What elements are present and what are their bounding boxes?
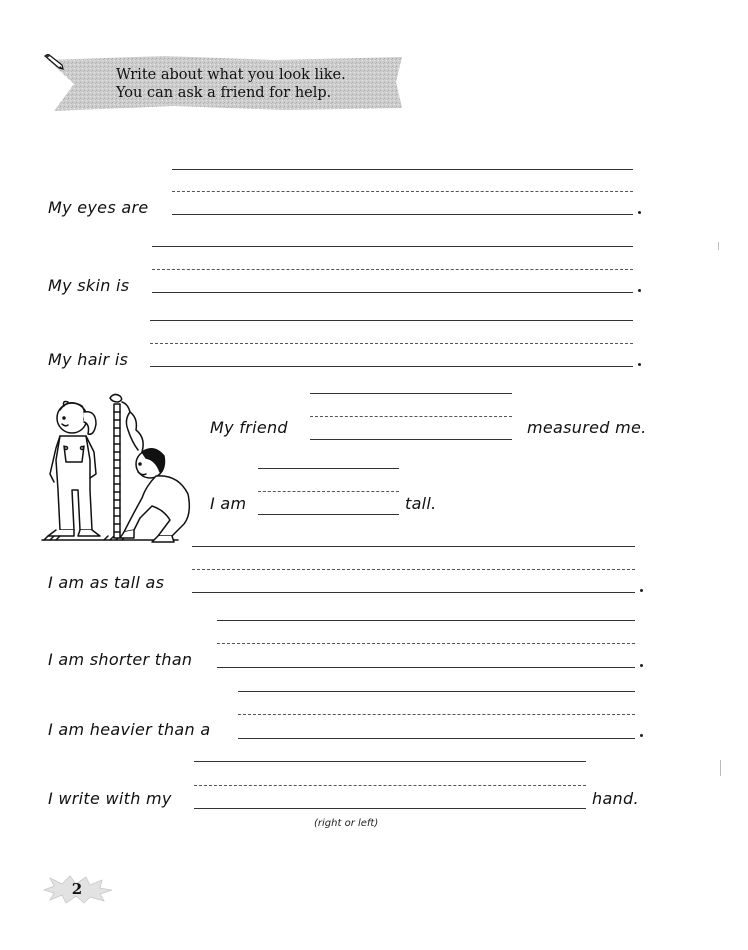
instruction-banner	[44, 54, 404, 112]
skin-answer-line[interactable]	[152, 292, 633, 293]
eyes-mid-dashed-line	[172, 191, 633, 192]
hair-answer-line[interactable]	[150, 366, 633, 367]
measuring-illustration	[38, 390, 198, 548]
tall-mid-dashed-line	[258, 491, 399, 492]
write-hand-mid-dashed-line	[194, 785, 586, 786]
friend-top-line	[310, 393, 512, 394]
tall-answer-line[interactable]	[258, 514, 399, 515]
page-number: 2	[71, 880, 83, 898]
eyes-prompt: My eyes are	[48, 198, 149, 217]
pencil-icon	[44, 54, 64, 70]
write-hand-hint: (right or left)	[314, 818, 379, 829]
eyes-top-line	[172, 169, 633, 170]
shorter-answer-line[interactable]	[217, 667, 635, 668]
heavier-top-line	[238, 691, 635, 692]
heavier-prompt: I am heavier than a	[48, 720, 211, 739]
friend-mid-dashed-line	[310, 416, 512, 417]
eyes-period	[638, 211, 641, 214]
as-tall-mid-dashed-line	[192, 569, 635, 570]
shorter-mid-dashed-line	[217, 643, 635, 644]
shorter-period	[640, 664, 643, 667]
skin-top-line	[152, 246, 633, 247]
skin-mid-dashed-line	[152, 269, 633, 270]
tall-prompt-suffix: tall.	[405, 494, 437, 513]
skin-prompt: My skin is	[48, 276, 130, 295]
heavier-period	[640, 734, 643, 737]
instruction-text	[116, 66, 346, 102]
heavier-mid-dashed-line	[238, 714, 635, 715]
scan-mark	[718, 242, 719, 250]
hair-period	[638, 363, 641, 366]
friend-prompt-suffix: measured me.	[527, 418, 647, 437]
hair-mid-dashed-line	[150, 343, 633, 344]
write-hand-prompt: I write with my	[48, 789, 172, 808]
shorter-top-line	[217, 620, 635, 621]
tall-prompt: I am	[210, 494, 247, 513]
instruction-line-2: You can ask a friend for help.	[116, 85, 332, 101]
as-tall-prompt: I am as tall as	[48, 573, 165, 592]
tall-top-line	[258, 468, 399, 469]
scan-mark	[720, 760, 721, 776]
hair-prompt: My hair is	[48, 350, 129, 369]
write-hand-top-line	[194, 761, 586, 762]
friend-answer-line[interactable]	[310, 439, 512, 440]
as-tall-answer-line[interactable]	[192, 592, 635, 593]
instruction-line-1: Write about what you look like.	[116, 67, 346, 83]
kids-measuring-icon	[38, 390, 198, 548]
friend-prompt: My friend	[210, 418, 288, 437]
write-hand-suffix: hand.	[592, 789, 639, 808]
as-tall-period	[640, 589, 643, 592]
heavier-answer-line[interactable]	[238, 738, 635, 739]
as-tall-top-line	[192, 546, 635, 547]
eyes-answer-line[interactable]	[172, 214, 633, 215]
shorter-prompt: I am shorter than	[48, 650, 193, 669]
write-hand-answer-line[interactable]	[194, 808, 586, 809]
hair-top-line	[150, 320, 633, 321]
skin-period	[638, 289, 641, 292]
page-number-badge	[40, 874, 114, 904]
